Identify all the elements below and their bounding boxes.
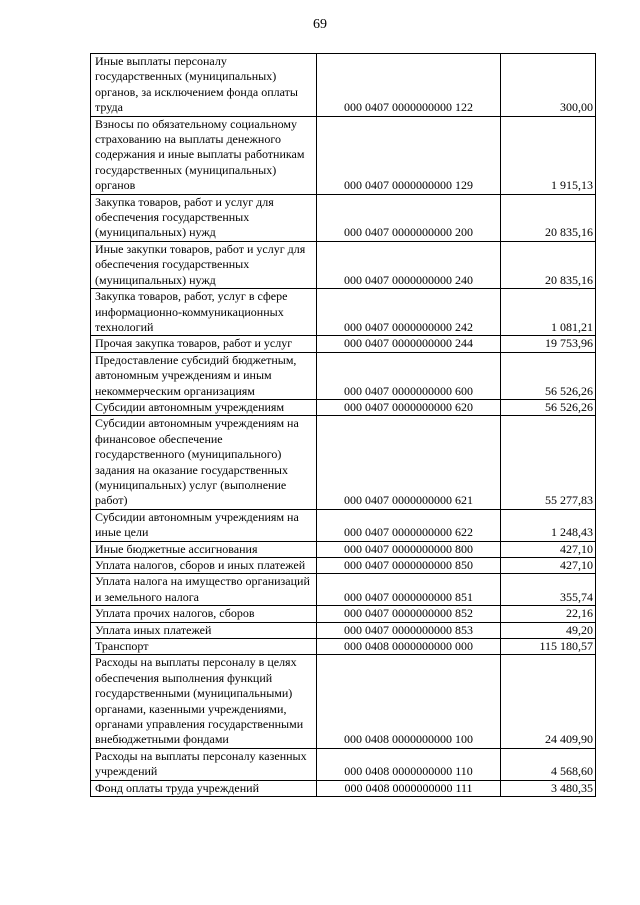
row-sum: 24 409,90 <box>501 655 596 748</box>
row-code: 000 0407 0000000000 600 <box>317 352 501 399</box>
table-row <box>91 574 596 606</box>
row-sum: 19 753,96 <box>501 336 596 352</box>
row-name: Иные бюджетные ассигнования <box>91 541 317 557</box>
row-sum: 355,74 <box>501 574 596 606</box>
table-row <box>91 606 596 622</box>
row-code: 000 0408 0000000000 100 <box>317 655 501 748</box>
row-name: Иные закупки товаров, работ и услуг для обеспечения государственных (муниципальных) нужд <box>91 241 317 288</box>
row-code: 000 0407 0000000000 240 <box>317 241 501 288</box>
row-sum: 20 835,16 <box>501 241 596 288</box>
table-row <box>91 558 596 574</box>
row-sum: 3 480,35 <box>501 780 596 796</box>
table-row <box>91 116 596 194</box>
row-sum: 56 526,26 <box>501 399 596 415</box>
row-sum: 1 248,43 <box>501 509 596 541</box>
table-row <box>91 509 596 541</box>
row-name: Уплата налогов, сборов и иных платежей <box>91 558 317 574</box>
row-name: Расходы на выплаты персоналу казенных учреждений <box>91 748 317 780</box>
row-sum: 115 180,57 <box>501 639 596 655</box>
row-code: 000 0407 0000000000 122 <box>317 54 501 117</box>
row-sum: 4 568,60 <box>501 748 596 780</box>
row-name: Субсидии автономным учреждениям на финансовое обеспечение государственного (муниципального) задания на оказание государственных (муниципальных) услуг (выполнение работ) <box>91 416 317 509</box>
row-sum: 1 915,13 <box>501 116 596 194</box>
row-name: Уплата иных платежей <box>91 622 317 638</box>
row-sum: 1 081,21 <box>501 289 596 336</box>
table-row <box>91 194 596 241</box>
table-row <box>91 289 596 336</box>
row-code: 000 0407 0000000000 129 <box>317 116 501 194</box>
row-code: 000 0408 0000000000 110 <box>317 748 501 780</box>
row-sum: 20 835,16 <box>501 194 596 241</box>
row-sum: 22,16 <box>501 606 596 622</box>
row-code: 000 0407 0000000000 852 <box>317 606 501 622</box>
budget-table-body <box>91 54 596 797</box>
row-code: 000 0407 0000000000 800 <box>317 541 501 557</box>
row-sum: 49,20 <box>501 622 596 638</box>
row-sum: 300,00 <box>501 54 596 117</box>
table-row <box>91 352 596 399</box>
row-code: 000 0408 0000000000 111 <box>317 780 501 796</box>
row-code: 000 0407 0000000000 621 <box>317 416 501 509</box>
row-name: Закупка товаров, работ, услуг в сфере информационно-коммуникационных технологий <box>91 289 317 336</box>
table-row <box>91 655 596 748</box>
row-sum: 55 277,83 <box>501 416 596 509</box>
row-name: Предоставление субсидий бюджетным, автономным учреждениям и иным некоммерческим организациям <box>91 352 317 399</box>
row-sum: 56 526,26 <box>501 352 596 399</box>
row-name: Фонд оплаты труда учреждений <box>91 780 317 796</box>
table-row <box>91 748 596 780</box>
row-code: 000 0407 0000000000 242 <box>317 289 501 336</box>
row-sum: 427,10 <box>501 541 596 557</box>
table-row <box>91 399 596 415</box>
budget-table <box>90 53 596 797</box>
row-code: 000 0407 0000000000 851 <box>317 574 501 606</box>
row-name: Взносы по обязательному социальному страхованию на выплаты денежного содержания и иные выплаты работникам государственных (муниципальных) органов <box>91 116 317 194</box>
row-code: 000 0407 0000000000 200 <box>317 194 501 241</box>
table-row <box>91 241 596 288</box>
row-code: 000 0407 0000000000 850 <box>317 558 501 574</box>
row-code: 000 0407 0000000000 620 <box>317 399 501 415</box>
row-code: 000 0408 0000000000 000 <box>317 639 501 655</box>
table-row <box>91 54 596 117</box>
row-name: Уплата налога на имущество организаций и земельного налога <box>91 574 317 606</box>
row-name: Закупка товаров, работ и услуг для обеспечения государственных (муниципальных) нужд <box>91 194 317 241</box>
row-name: Иные выплаты персоналу государственных (муниципальных) органов, за исключением фонда оплаты труда <box>91 54 317 117</box>
row-name: Субсидии автономным учреждениям на иные цели <box>91 509 317 541</box>
row-code: 000 0407 0000000000 622 <box>317 509 501 541</box>
row-code: 000 0407 0000000000 853 <box>317 622 501 638</box>
row-sum: 427,10 <box>501 558 596 574</box>
table-row <box>91 541 596 557</box>
row-name: Прочая закупка товаров, работ и услуг <box>91 336 317 352</box>
row-code: 000 0407 0000000000 244 <box>317 336 501 352</box>
row-name: Субсидии автономным учреждениям <box>91 399 317 415</box>
page-number: 69 <box>313 17 327 32</box>
row-name: Уплата прочих налогов, сборов <box>91 606 317 622</box>
table-row <box>91 622 596 638</box>
table-row <box>91 639 596 655</box>
table-row <box>91 336 596 352</box>
row-name: Расходы на выплаты персоналу в целях обеспечения выполнения функций государственными (муниципальными) органами, казенными учреждениями, органами управления государственными внебюджетными фондами <box>91 655 317 748</box>
table-row <box>91 416 596 509</box>
row-name: Транспорт <box>91 639 317 655</box>
table-row <box>91 780 596 796</box>
